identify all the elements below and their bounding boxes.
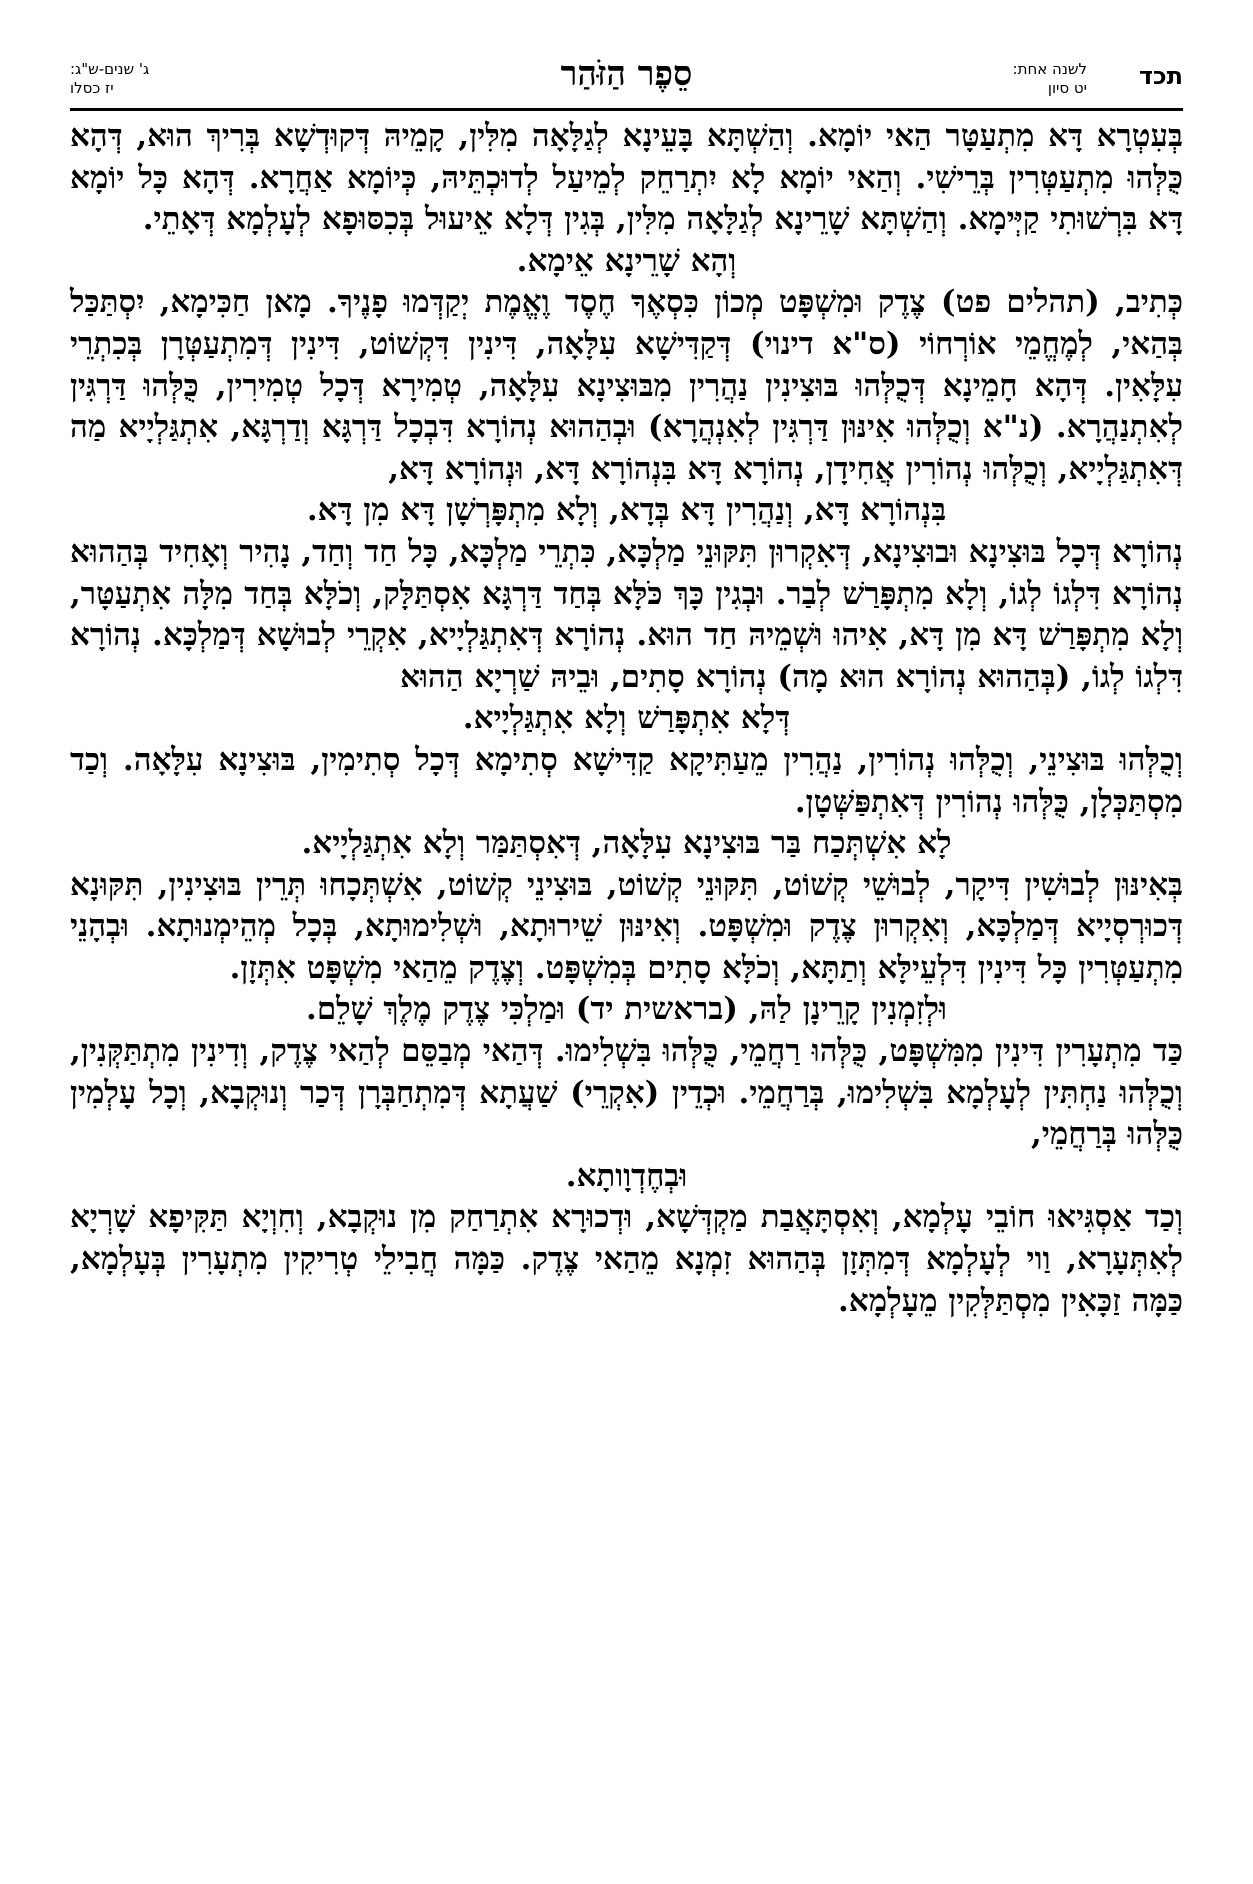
book-title: סֵפֶר הַזֹּהַר — [560, 54, 693, 94]
paragraph-closing-line: לָא אִשְׁתְּכַח בַּר בּוּצִינָא עִלָּאָה, דְּאִסְתַּמַּר וְלָא אִתְגַּלְיָיא. — [301, 825, 952, 862]
schedule-label: ג' שנים-ש"ג: — [70, 60, 150, 78]
paragraph: כְּתִיב, (תהלים פט) צֶדֶק וּמִשְׁפָּט מְכוֹן כִּסְאֶךָ חֶסֶד וֶאֱמֶת יְקַדְּמוּ פָנֶיךָ. מָאן חַכִּימָא, יִסְתַּכַּל בְּהַאי, לְמֶחֱמֵי אוֹרְחוֹי (ס"א דינוי) דְּקַדִּישָׁא עִלָּאָה, דִּינִין דִּקְשׁוֹט, דִּינִין דְּמִתְעַטְּרָן בְּכִתְרֵי עִלָּאִין. דְּהָא חָמֵינָא דְּכֻלְּהוּ בּוּצִינִין נַהֲרִין מִבּוּצִינָא עִלָּאָה, טְמִירָא דְּכָל טְמִירִין, כֻּלְּהוּ דַּרְגִּין לְאִתְנַהֲרָא. (נ"א וְכֻלְּהוּ אִינּוּן דַּרְגִּין לְאִנְהֲרָא) וּבְהַהוּא נְהוֹרָא דִּבְכָל דַּרְגָּא וְדַרְגָּא, אִתְגַּלְיָיא מַה דְּאִתְגַּלְיָיא, וְכֻלְּהוּ נְהוֹרִין אֲחִידָן, נְהוֹרָא דָּא בִּנְהוֹרָא דָּא, וּנְהוֹרָא דָּא, — [70, 284, 1183, 487]
paragraph: בְּאִינּוּן לְבוּשִׁין דִּיקָר, לְבוּשֵׁי קְשׁוֹט, תִּקּוּנֵי קְשׁוֹט, בּוּצִינֵי קְשׁוֹט, אִשְׁתְּכָחוּ תְּרֵין בּוּצִינִין, תִּקּוּנָא דְּכוּרְסְיָיא דְּמַלְכָּא, וְאִקְרוּן צֶדֶק וּמִשְׁפָּט. וְאִינּוּן שֵׁירוּתָא, וּשְׁלִימוּתָא, בְּכָל מְהֵימְנוּתָא. וּבְהָנֵי מִתְעַטְּרִין כָּל דִּינִין דִּלְעֵילָּא וְתַתָּא, וְכֹלָּא סָתִים בְּמִשְׁפָּט. וְצֶדֶק מֵהַאי מִשְׁפָּט אִתְּזָן. — [70, 866, 1183, 986]
page-number: תכד — [1138, 62, 1183, 90]
schedule-label: לשנה אחת: — [1012, 60, 1087, 78]
paragraph: וְכֻלְּהוּ בּוּצִינֵי, וְכֻלְּהוּ נְהוֹרִין, נַהֲרִין מֵעַתִּיקָא קַדִּישָׁא סְתִימָא דְּכָל סְתִימִין, בּוּצִינָא עִלָּאָה. וְכַד מִסְתַּכְּלָן, כֻּלְּהוּ נְהוֹרִין דְּאִתְפַּשְּׁטָן. — [70, 741, 1183, 820]
study-schedule-three-years — [70, 60, 149, 98]
paragraph-closing-line: דְּלָא אִתְפָּרַשׁ וְלָא אִתְגַּלְיָיא. — [462, 700, 791, 737]
paragraph: כַּד מִתְעָרִין דִּינִין מִמִּשְׁפָּט, כֻּלְּהוּ רַחֲמֵי, כֻּלְּהוּ בִּשְׁלִימוּ. דְּהַאי מְבַסֵּם לְהַאי צֶדֶק, וְדִינִין מִתְתַּקְּנִין, וְכֻלְּהוּ נַחְתִּין לְעָלְמָא בִּשְׁלִימוּ, בְּרַחֲמֵי. וּכְדֵין (אִקְרֵי) שַׁעֲתָא דְּמִתְחַבְּרָן דְּכַר וְנוּקְבָא, וְכָל עָלְמִין כֻּלְּהוּ בְּרַחֲמֵי, — [70, 1033, 1183, 1153]
paragraph-closing-line: וּלְזִמְנִין קָרֵינָן לַהּ, (בראשית יד) וּמַלְכִּי צֶדֶק מֶלֶךְ שָׁלֵם. — [306, 991, 947, 1028]
page-header — [70, 48, 1183, 110]
paragraph: וְכַד אַסְגִּיאוּ חוֹבֵי עָלְמָא, וְאִסְתָּאֲבַת מַקְדְּשָׁא, וּדְכוּרָא אִתְרַחַק מִן נוּקְבָא, וְחִוְיָא תַּקִּיפָא שָׁרְיָא לְאִתְּעָרָא, וַוי לְעָלְמָא דְּמִתְּזָן בְּהַהוּא זִמְנָא מֵהַאי צֶדֶק. כַּמָּה חֲבִילֵי טְרִיקִין מִתְעָרִין בְּעָלְמָא, כַּמָּה זַכָּאִין מִסְתַּלְּקִין מֵעָלְמָא. — [70, 1199, 1183, 1319]
paragraph: בְּעִטְרָא דָּא מִתְעַטָּר הַאי יוֹמָא. וְהַשְׁתָּא בָּעֵינָא לְגַלָּאָה מִלִּין, קָמֵיהּ דְּקוּדְשָׁא בְּרִיךְ הוּא, דְּהָא כֻּלְּהוּ מִתְעַטְּרִין בְּרֵישִׁי. וְהַאי יוֹמָא לָא יִתְרַחֵק לְמֵיעַל לְדוּכְתֵּיהּ, כְּיוֹמָא אַחֲרָא. דְּהָא כָּל יוֹמָא דָּא בִּרְשׁוּתִי קַיְּימָא. וְהַשְׁתָּא שָׁרֵינָא לְגַלָּאָה מִלִּין, בְּגִין דְּלָא אֵיעוּל בְּכִסּוּפָא לְעָלְמָא דְּאָתֵי. — [70, 118, 1183, 238]
main-text — [70, 116, 1183, 1322]
paragraph-closing-line: וְהָא שָׁרֵינָא אֵימָא. — [516, 242, 737, 279]
header-rule — [70, 108, 1183, 111]
paragraph: נְהוֹרָא דְּכָל בּוּצִינָא וּבוּצִינָא, דְּאִקְרוּן תִּקּוּנֵי מַלְכָּא, כִּתְרֵי מַלְכָּא, כָּל חַד וְחַד, נָהִיר וְאָחִיד בְּהַהוּא נְהוֹרָא דִּלְגוֹ לְגוֹ, וְלָא מִתְפָּרַשׁ לְבַר. וּבְגִין כָּךְ כֹּלָּא בְּחַד דַּרְגָּא אִסְתַּלָּק, וְכֹלָּא בְּחַד מִלָּה אִתְעַטָּר, וְלָא מִתְפָּרַשׁ דָּא מִן דָּא, אִיהוּ וּשְׁמֵיהּ חַד הוּא. נְהוֹרָא דְּאִתְגַּלְיָיא, אִקְרֵי לְבוּשָׁא דְּמַלְכָּא. נְהוֹרָא דִּלְגוֹ לְגוֹ, (בְּהַהוּא נְהוֹרָא הוּא מָה) נְהוֹרָא סָתִים, וּבֵיהּ שַׁרְיָא הַהוּא — [70, 533, 1183, 695]
paragraph-closing-line: בִּנְהוֹרָא דָּא, וְנַהֲרִין דָּא בְּדָא, וְלָא מִתְפָּרְשָׁן דָּא מִן דָּא. — [306, 492, 947, 529]
schedule-date: יט סיון — [1047, 79, 1087, 97]
schedule-date: יז כסלו — [70, 79, 114, 97]
page — [70, 48, 1183, 1848]
paragraph-closing-line: וּבְחֶדְוָותָא. — [565, 1157, 688, 1194]
